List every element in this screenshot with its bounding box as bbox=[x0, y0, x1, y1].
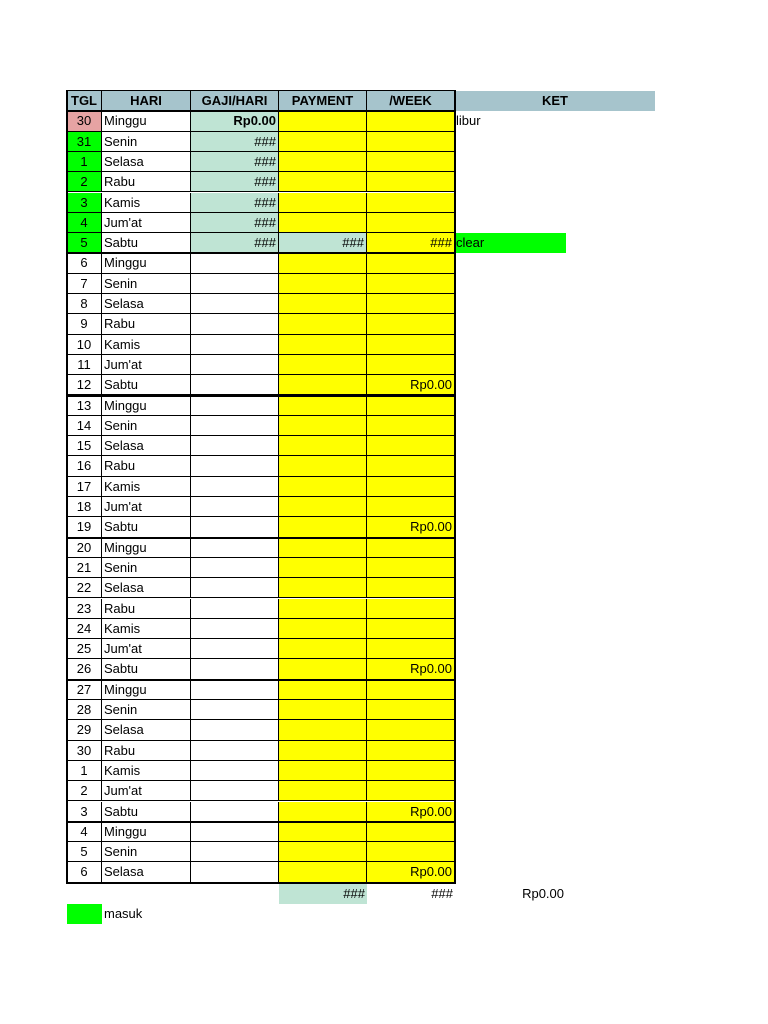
cell-hari[interactable]: Selasa bbox=[102, 862, 191, 882]
cell-week[interactable] bbox=[367, 558, 455, 578]
header-payment[interactable]: PAYMENT bbox=[279, 91, 367, 111]
cell-tgl[interactable]: 13 bbox=[67, 396, 102, 416]
cell-payment[interactable] bbox=[279, 253, 367, 273]
cell-gaji-hari[interactable] bbox=[191, 456, 279, 476]
cell-hari[interactable]: Selasa bbox=[102, 578, 191, 598]
cell-week[interactable] bbox=[367, 294, 455, 314]
cell-hari[interactable]: Minggu bbox=[102, 111, 191, 131]
cell-week[interactable] bbox=[367, 355, 455, 375]
cell-hari[interactable]: Sabtu bbox=[102, 375, 191, 395]
cell-gaji-hari[interactable] bbox=[191, 314, 279, 334]
cell-payment[interactable] bbox=[279, 578, 367, 598]
cell-payment[interactable] bbox=[279, 842, 367, 862]
cell-tgl[interactable]: 29 bbox=[67, 720, 102, 740]
cell-payment[interactable] bbox=[279, 781, 367, 801]
cell-hari[interactable]: Jum'at bbox=[102, 781, 191, 801]
cell-tgl[interactable]: 5 bbox=[67, 842, 102, 862]
frame-top bbox=[66, 90, 456, 91]
cell-week[interactable] bbox=[367, 680, 455, 700]
cell-week[interactable] bbox=[367, 436, 455, 456]
frame-left bbox=[66, 91, 68, 883]
cell-hari[interactable]: Senin bbox=[102, 842, 191, 862]
cell-tgl[interactable]: 24 bbox=[67, 619, 102, 639]
cell-tgl[interactable]: 9 bbox=[67, 314, 102, 334]
cell-hari[interactable]: Rabu bbox=[102, 314, 191, 334]
cell-gaji-hari[interactable] bbox=[191, 274, 279, 294]
cell-payment[interactable] bbox=[279, 680, 367, 700]
cell-week[interactable] bbox=[367, 619, 455, 639]
cell-week[interactable] bbox=[367, 152, 455, 172]
cell-payment[interactable] bbox=[279, 619, 367, 639]
cell-week[interactable] bbox=[367, 111, 455, 131]
cell-week[interactable] bbox=[367, 253, 455, 273]
cell-payment[interactable] bbox=[279, 396, 367, 416]
cell-payment[interactable] bbox=[279, 172, 367, 192]
cell-week[interactable] bbox=[367, 396, 455, 416]
cell-gaji-hari[interactable] bbox=[191, 822, 279, 842]
cell-gaji-hari[interactable]: ### bbox=[191, 152, 279, 172]
cell-week[interactable]: Rp0.00 bbox=[367, 375, 455, 395]
cell-week[interactable]: ### bbox=[367, 233, 455, 253]
cell-week[interactable] bbox=[367, 741, 455, 761]
cell-hari[interactable]: Kamis bbox=[102, 477, 191, 497]
cell-week[interactable] bbox=[367, 822, 455, 842]
cell-payment[interactable] bbox=[279, 335, 367, 355]
cell-tgl[interactable]: 25 bbox=[67, 639, 102, 659]
cell-gaji-hari[interactable]: ### bbox=[191, 193, 279, 213]
cell-payment[interactable] bbox=[279, 193, 367, 213]
cell-tgl[interactable]: 28 bbox=[67, 700, 102, 720]
cell-gaji-hari[interactable] bbox=[191, 253, 279, 273]
cell-hari[interactable]: Selasa bbox=[102, 436, 191, 456]
cell-hari[interactable]: Kamis bbox=[102, 335, 191, 355]
cell-tgl[interactable]: 4 bbox=[67, 213, 102, 233]
cell-hari[interactable]: Senin bbox=[102, 416, 191, 436]
cell-hari[interactable]: Jum'at bbox=[102, 355, 191, 375]
cell-payment[interactable] bbox=[279, 416, 367, 436]
cell-tgl[interactable]: 30 bbox=[67, 741, 102, 761]
cell-tgl[interactable]: 10 bbox=[67, 335, 102, 355]
cell-gaji-hari[interactable] bbox=[191, 396, 279, 416]
total-payment[interactable]: ### bbox=[279, 884, 367, 904]
cell-payment[interactable]: ### bbox=[279, 233, 367, 253]
cell-week[interactable]: Rp0.00 bbox=[367, 517, 455, 537]
cell-gaji-hari[interactable] bbox=[191, 741, 279, 761]
cell-payment[interactable] bbox=[279, 741, 367, 761]
cell-hari[interactable]: Kamis bbox=[102, 193, 191, 213]
cell-hari[interactable]: Minggu bbox=[102, 396, 191, 416]
cell-gaji-hari[interactable] bbox=[191, 497, 279, 517]
cell-tgl[interactable]: 1 bbox=[67, 761, 102, 781]
cell-payment[interactable] bbox=[279, 436, 367, 456]
cell-hari[interactable]: Jum'at bbox=[102, 213, 191, 233]
cell-hari[interactable]: Selasa bbox=[102, 152, 191, 172]
cell-payment[interactable] bbox=[279, 375, 367, 395]
week-separator-4 bbox=[66, 821, 456, 823]
header-hari[interactable]: HARI bbox=[102, 91, 191, 111]
cell-gaji-hari[interactable] bbox=[191, 375, 279, 395]
cell-week[interactable] bbox=[367, 497, 455, 517]
legend-label[interactable]: masuk bbox=[104, 906, 143, 921]
cell-gaji-hari[interactable] bbox=[191, 335, 279, 355]
cell-tgl[interactable]: 16 bbox=[67, 456, 102, 476]
cell-hari[interactable]: Kamis bbox=[102, 761, 191, 781]
cell-gaji-hari[interactable] bbox=[191, 538, 279, 558]
cell-week[interactable] bbox=[367, 172, 455, 192]
cell-tgl[interactable]: 21 bbox=[67, 558, 102, 578]
cell-hari[interactable]: Sabtu bbox=[102, 802, 191, 822]
week-separator-1 bbox=[66, 395, 456, 397]
cell-tgl[interactable]: 2 bbox=[67, 172, 102, 192]
cell-tgl[interactable]: 8 bbox=[67, 294, 102, 314]
cell-hari[interactable]: Rabu bbox=[102, 599, 191, 619]
cell-week[interactable] bbox=[367, 639, 455, 659]
cell-hari[interactable]: Senin bbox=[102, 558, 191, 578]
cell-tgl[interactable]: 14 bbox=[67, 416, 102, 436]
cell-payment[interactable] bbox=[279, 111, 367, 131]
cell-hari[interactable]: Senin bbox=[102, 700, 191, 720]
cell-tgl[interactable]: 11 bbox=[67, 355, 102, 375]
cell-gaji-hari[interactable] bbox=[191, 802, 279, 822]
cell-gaji-hari[interactable] bbox=[191, 720, 279, 740]
cell-gaji-hari[interactable] bbox=[191, 619, 279, 639]
week-separator-3 bbox=[66, 679, 456, 681]
cell-payment[interactable] bbox=[279, 497, 367, 517]
legend-swatch-green bbox=[67, 904, 102, 924]
cell-payment[interactable] bbox=[279, 558, 367, 578]
cell-tgl[interactable]: 19 bbox=[67, 517, 102, 537]
header-underline bbox=[66, 110, 456, 112]
cell-payment[interactable] bbox=[279, 538, 367, 558]
cell-week[interactable] bbox=[367, 842, 455, 862]
cell-payment[interactable] bbox=[279, 720, 367, 740]
cell-gaji-hari[interactable] bbox=[191, 680, 279, 700]
cell-gaji-hari[interactable] bbox=[191, 355, 279, 375]
cell-tgl[interactable]: 2 bbox=[67, 781, 102, 801]
header-week[interactable]: /WEEK bbox=[367, 91, 455, 111]
cell-payment[interactable] bbox=[279, 355, 367, 375]
cell-week[interactable] bbox=[367, 193, 455, 213]
cell-payment[interactable] bbox=[279, 659, 367, 679]
cell-tgl[interactable]: 12 bbox=[67, 375, 102, 395]
cell-hari[interactable]: Senin bbox=[102, 274, 191, 294]
cell-gaji-hari[interactable] bbox=[191, 862, 279, 882]
cell-ket[interactable]: clear bbox=[455, 233, 566, 253]
cell-week[interactable] bbox=[367, 416, 455, 436]
cell-payment[interactable] bbox=[279, 477, 367, 497]
cell-payment[interactable] bbox=[279, 152, 367, 172]
cell-hari[interactable]: Selasa bbox=[102, 294, 191, 314]
cell-week[interactable] bbox=[367, 761, 455, 781]
cell-payment[interactable] bbox=[279, 517, 367, 537]
cell-tgl[interactable]: 6 bbox=[67, 253, 102, 273]
header-ket[interactable]: KET bbox=[455, 91, 655, 111]
cell-hari[interactable]: Sabtu bbox=[102, 233, 191, 253]
cell-ket[interactable]: libur bbox=[456, 113, 481, 129]
cell-week[interactable] bbox=[367, 274, 455, 294]
cell-week[interactable]: Rp0.00 bbox=[367, 802, 455, 822]
cell-tgl[interactable]: 26 bbox=[67, 659, 102, 679]
cell-gaji-hari[interactable] bbox=[191, 761, 279, 781]
cell-tgl[interactable]: 18 bbox=[67, 497, 102, 517]
cell-gaji-hari[interactable]: ### bbox=[191, 213, 279, 233]
cell-gaji-hari[interactable]: ### bbox=[191, 132, 279, 152]
cell-gaji-hari[interactable]: ### bbox=[191, 233, 279, 253]
cell-hari[interactable]: Kamis bbox=[102, 619, 191, 639]
total-ket[interactable]: Rp0.00 bbox=[522, 885, 564, 901]
cell-week[interactable] bbox=[367, 578, 455, 598]
header-tgl[interactable]: TGL bbox=[67, 91, 102, 111]
cell-tgl[interactable]: 23 bbox=[67, 599, 102, 619]
cell-gaji-hari[interactable] bbox=[191, 842, 279, 862]
cell-gaji-hari[interactable] bbox=[191, 578, 279, 598]
cell-tgl[interactable]: 20 bbox=[67, 538, 102, 558]
cell-gaji-hari[interactable] bbox=[191, 436, 279, 456]
cell-tgl[interactable]: 31 bbox=[67, 132, 102, 152]
cell-week[interactable] bbox=[367, 700, 455, 720]
cell-gaji-hari[interactable] bbox=[191, 477, 279, 497]
week-separator-2 bbox=[66, 537, 456, 539]
week-separator-0 bbox=[66, 252, 456, 254]
cell-tgl[interactable]: 7 bbox=[67, 274, 102, 294]
cell-gaji-hari[interactable] bbox=[191, 659, 279, 679]
cell-gaji-hari[interactable]: ### bbox=[191, 172, 279, 192]
cell-hari[interactable]: Rabu bbox=[102, 456, 191, 476]
cell-payment[interactable] bbox=[279, 599, 367, 619]
cell-payment[interactable] bbox=[279, 456, 367, 476]
cell-tgl[interactable]: 5 bbox=[67, 233, 102, 253]
cell-payment[interactable] bbox=[279, 862, 367, 882]
cell-week[interactable] bbox=[367, 477, 455, 497]
cell-gaji-hari[interactable] bbox=[191, 558, 279, 578]
cell-gaji-hari[interactable] bbox=[191, 700, 279, 720]
cell-hari[interactable]: Sabtu bbox=[102, 517, 191, 537]
cell-gaji-hari[interactable] bbox=[191, 599, 279, 619]
frame-right bbox=[454, 91, 456, 883]
cell-hari[interactable]: Minggu bbox=[102, 680, 191, 700]
cell-gaji-hari[interactable] bbox=[191, 517, 279, 537]
header-gaji-hari[interactable]: GAJI/HARI bbox=[191, 91, 279, 111]
cell-tgl[interactable]: 30 bbox=[67, 111, 102, 131]
cell-week[interactable] bbox=[367, 599, 455, 619]
cell-gaji-hari[interactable] bbox=[191, 416, 279, 436]
cell-week[interactable] bbox=[367, 213, 455, 233]
cell-week[interactable] bbox=[367, 456, 455, 476]
cell-tgl[interactable]: 22 bbox=[67, 578, 102, 598]
cell-tgl[interactable]: 4 bbox=[67, 822, 102, 842]
cell-hari[interactable]: Selasa bbox=[102, 720, 191, 740]
cell-week[interactable] bbox=[367, 781, 455, 801]
cell-hari[interactable]: Jum'at bbox=[102, 639, 191, 659]
cell-tgl[interactable]: 27 bbox=[67, 680, 102, 700]
cell-payment[interactable] bbox=[279, 274, 367, 294]
cell-payment[interactable] bbox=[279, 639, 367, 659]
cell-hari[interactable]: Minggu bbox=[102, 822, 191, 842]
cell-tgl[interactable]: 15 bbox=[67, 436, 102, 456]
cell-hari[interactable]: Sabtu bbox=[102, 659, 191, 679]
cell-hari[interactable]: Senin bbox=[102, 132, 191, 152]
cell-week[interactable] bbox=[367, 720, 455, 740]
cell-gaji-hari[interactable] bbox=[191, 781, 279, 801]
cell-payment[interactable] bbox=[279, 822, 367, 842]
cell-payment[interactable] bbox=[279, 802, 367, 822]
cell-tgl[interactable]: 6 bbox=[67, 862, 102, 882]
cell-week[interactable] bbox=[367, 335, 455, 355]
cell-tgl[interactable]: 1 bbox=[67, 152, 102, 172]
cell-payment[interactable] bbox=[279, 294, 367, 314]
cell-payment[interactable] bbox=[279, 213, 367, 233]
cell-payment[interactable] bbox=[279, 314, 367, 334]
cell-gaji-hari[interactable]: Rp0.00 bbox=[191, 111, 279, 131]
cell-week[interactable] bbox=[367, 132, 455, 152]
cell-hari[interactable]: Jum'at bbox=[102, 497, 191, 517]
cell-tgl[interactable]: 3 bbox=[67, 193, 102, 213]
cell-tgl[interactable]: 3 bbox=[67, 802, 102, 822]
cell-payment[interactable] bbox=[279, 700, 367, 720]
cell-payment[interactable] bbox=[279, 132, 367, 152]
cell-hari[interactable]: Rabu bbox=[102, 741, 191, 761]
cell-week[interactable]: Rp0.00 bbox=[367, 862, 455, 882]
cell-tgl[interactable]: 17 bbox=[67, 477, 102, 497]
cell-week[interactable] bbox=[367, 538, 455, 558]
cell-hari[interactable]: Rabu bbox=[102, 172, 191, 192]
cell-hari[interactable]: Minggu bbox=[102, 253, 191, 273]
cell-payment[interactable] bbox=[279, 761, 367, 781]
cell-hari[interactable]: Minggu bbox=[102, 538, 191, 558]
cell-week[interactable]: Rp0.00 bbox=[367, 659, 455, 679]
cell-gaji-hari[interactable] bbox=[191, 294, 279, 314]
total-week[interactable]: ### bbox=[431, 885, 453, 901]
cell-week[interactable] bbox=[367, 314, 455, 334]
cell-gaji-hari[interactable] bbox=[191, 639, 279, 659]
